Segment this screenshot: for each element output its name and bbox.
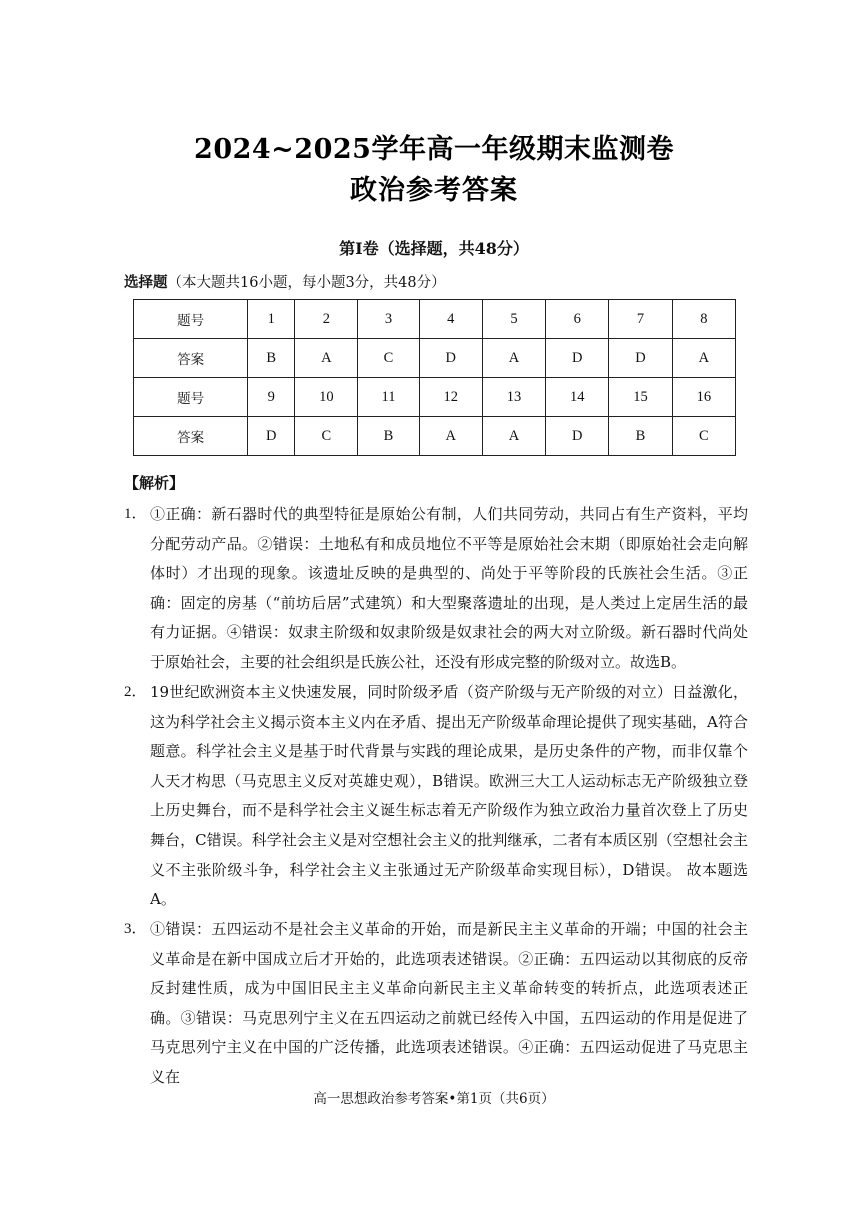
table-cell: 10 [295, 378, 358, 417]
table-cell: 11 [358, 378, 419, 417]
part-title-text: 第Ⅰ卷（选择题，共48分） [339, 239, 529, 258]
row-header-cell: 题号 [134, 300, 248, 339]
table-cell: D [419, 339, 482, 378]
analysis-item-3 [124, 915, 748, 1093]
table-row [134, 417, 736, 456]
table-row [134, 339, 736, 378]
table-cell: 4 [419, 300, 482, 339]
table-row [134, 378, 736, 417]
item-text: ①正确：新石器时代的典型特征是原始公有制，人们共同劳动，共同占有生产资料，平均分配劳动产品。②错误：土地私有和成员地位不平等是原始社会末期（即原始社会走向解体时）才出现的现象。该遗址反映的是典型的、尚处于平等阶段的氏族社会生活。③正确：固定的房基（“前坊后居”式建筑）和大型聚落遗址的出现，是人类过上定居生活的最有力证据。④错误：奴隶主阶级和奴隶阶级是奴隶社会的两大对立阶级。新石器时代尚处于原始社会，主要的社会组织是氏族公社，还没有形成完整的阶级对立。故选B。 [150, 505, 748, 671]
table-cell: D [248, 417, 295, 456]
table-cell: D [546, 417, 609, 456]
item-number: 1． [124, 506, 147, 522]
table-cell: 1 [248, 300, 295, 339]
table-cell: B [358, 417, 419, 456]
document-subtitle: 政治参考答案 [350, 175, 518, 206]
section-label-rest: （本大题共16小题，每小题3分，共48分） [167, 275, 446, 291]
table-cell: 15 [609, 378, 672, 417]
table-cell: 8 [672, 300, 735, 339]
item-text: 19世纪欧洲资本主义快速发展，同时阶级矛盾（资产阶级与无产阶级的对立）日益激化，这为科学社会主义揭示资本主义内在矛盾、提出无产阶级革命理论提供了现实基础，A符合题意。科学社会主义是基于时代背景与实践的理论成果，是历史条件的产物，而非仅靠个人天才构思（马克思主义反对英雄史观），B错误。欧洲三大工人运动标志无产阶级独立登上历史舞台，而不是科学社会主义诞生标志着无产阶级作为独立政治力量首次登上了历史舞台，C错误。科学社会主义是对空想社会主义的批判继承，二者有本质区别（空想社会主义不主张阶级斗争，科学社会主义主张通过无产阶级革命实现目标），D错误。 故本题选A。 [150, 683, 748, 909]
row-header-cell: 答案 [134, 339, 248, 378]
table-cell: A [672, 339, 735, 378]
analysis-item-1 [124, 500, 748, 678]
table-cell: A [482, 417, 545, 456]
table-cell: 9 [248, 378, 295, 417]
part-title [0, 236, 868, 259]
section-label [124, 271, 446, 292]
table-cell: 14 [546, 378, 609, 417]
table-cell: D [609, 339, 672, 378]
document-title: 2024~2025学年高一年级期末监测卷 [194, 134, 674, 165]
table-cell: C [295, 417, 358, 456]
item-number: 2． [124, 684, 147, 700]
table-cell: 5 [482, 300, 545, 339]
item-number: 3． [124, 921, 147, 937]
table-cell: 6 [546, 300, 609, 339]
analysis-heading: 【解析】 [124, 474, 185, 492]
table-cell: 16 [672, 378, 735, 417]
table-cell: A [482, 339, 545, 378]
table-cell: 12 [419, 378, 482, 417]
table-cell: B [609, 417, 672, 456]
row-header-cell: 题号 [134, 378, 248, 417]
table-cell: A [419, 417, 482, 456]
answer-table [133, 299, 736, 456]
table-cell: D [546, 339, 609, 378]
analysis-item-2 [124, 678, 748, 915]
page-footer: 高一思想政治参考答案•第1页（共6页） [313, 1091, 555, 1107]
table-cell: C [672, 417, 735, 456]
table-cell: B [248, 339, 295, 378]
table-cell: 3 [358, 300, 419, 339]
item-text: ①错误：五四运动不是社会主义革命的开始，而是新民主主义革命的开端；中国的社会主义革命是在新中国成立后才开始的，此选项表述错误。②正确：五四运动以其彻底的反帝反封建性质，成为中国旧民主主义革命向新民主主义革命转变的转折点，此选项表述正确。③错误：马克思列宁主义在五四运动之前就已经传入中国，五四运动的作用是促进了马克思列宁主义在中国的广泛传播，此选项表述错误。④正确：五四运动促进了马克思主义在 [150, 920, 748, 1086]
table-cell: 13 [482, 378, 545, 417]
table-cell: 7 [609, 300, 672, 339]
table-row [134, 300, 736, 339]
row-header-cell: 答案 [134, 417, 248, 456]
table-cell: C [358, 339, 419, 378]
table-cell: 2 [295, 300, 358, 339]
table-cell: A [295, 339, 358, 378]
section-label-bold: 选择题 [124, 274, 168, 291]
